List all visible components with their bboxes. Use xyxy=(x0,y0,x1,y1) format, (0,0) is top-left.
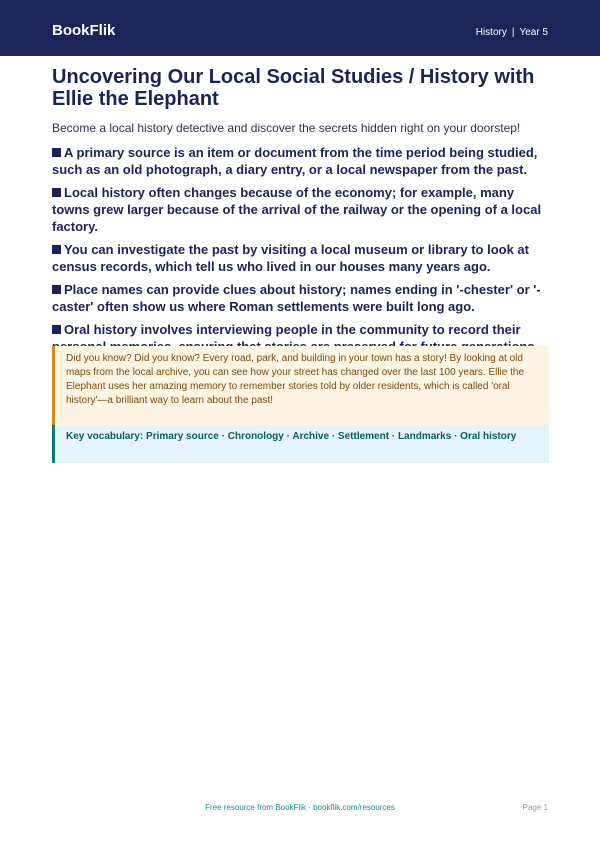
list-item xyxy=(52,241,552,275)
page-header xyxy=(0,0,600,56)
list-item xyxy=(52,281,552,315)
list-item-text: Oral history involves interviewing people in the community to record their xyxy=(64,322,521,337)
list-item xyxy=(52,184,552,235)
vocab-text: Key vocabulary: Primary source · Chronology · Archive · Settlement · Landmarks · Oral history xyxy=(66,431,517,442)
square-bullet-icon xyxy=(52,188,61,197)
list-item-text: You can investigate the past by visiting a local museum or library to look at census records, which tell us who lived in our houses many years ago. xyxy=(52,242,529,274)
key-vocabulary-box xyxy=(52,425,549,463)
list-item-text: A primary source is an item or document from the time period being studied, such as an old photograph, a diary entry, or a local newspaper from the past. xyxy=(52,145,538,177)
intro-text: Become a local history detective and discover the secrets hidden right on your doorstep! xyxy=(52,121,521,135)
footer-credit-link[interactable]: Free resource from BookFlik · bookflik.com/resources xyxy=(205,803,395,812)
square-bullet-icon xyxy=(52,285,61,294)
page-footer xyxy=(0,802,600,814)
brand-logo-text[interactable]: BookFlik xyxy=(52,22,116,39)
square-bullet-icon xyxy=(52,245,61,254)
callout-text: Did you know? Did you know? Every road, park, and building in your town has a story! By looking at old maps from the local archive, you can see how your street has changed over the last 100 years. Ellie the Elephant uses her amazing memory to remember stories told by older residents, which is called 'oral history'—a brilliant way to learn about the past! xyxy=(66,353,525,406)
list-item-text: Local history often changes because of the economy; for example, many towns grew larger because of the arrival of the railway or the opening of a local factory. xyxy=(52,185,542,234)
subject-label: History xyxy=(475,27,507,38)
page-number: Page 1 xyxy=(522,803,548,812)
square-bullet-icon xyxy=(52,325,61,334)
list-item xyxy=(52,144,552,178)
square-bullet-icon xyxy=(52,148,61,157)
fact-list xyxy=(52,140,552,361)
did-you-know-callout xyxy=(52,346,549,425)
page-title: Uncovering Our Local Social Studies / History with Ellie the Elephant xyxy=(52,66,535,110)
list-item-text: Place names can provide clues about history; names ending in '-chester' or '-caster' often show us where Roman settlements were built long ago. xyxy=(52,282,541,314)
header-meta xyxy=(476,27,548,39)
year-label: Year 5 xyxy=(519,27,548,38)
meta-separator: | xyxy=(511,27,515,38)
